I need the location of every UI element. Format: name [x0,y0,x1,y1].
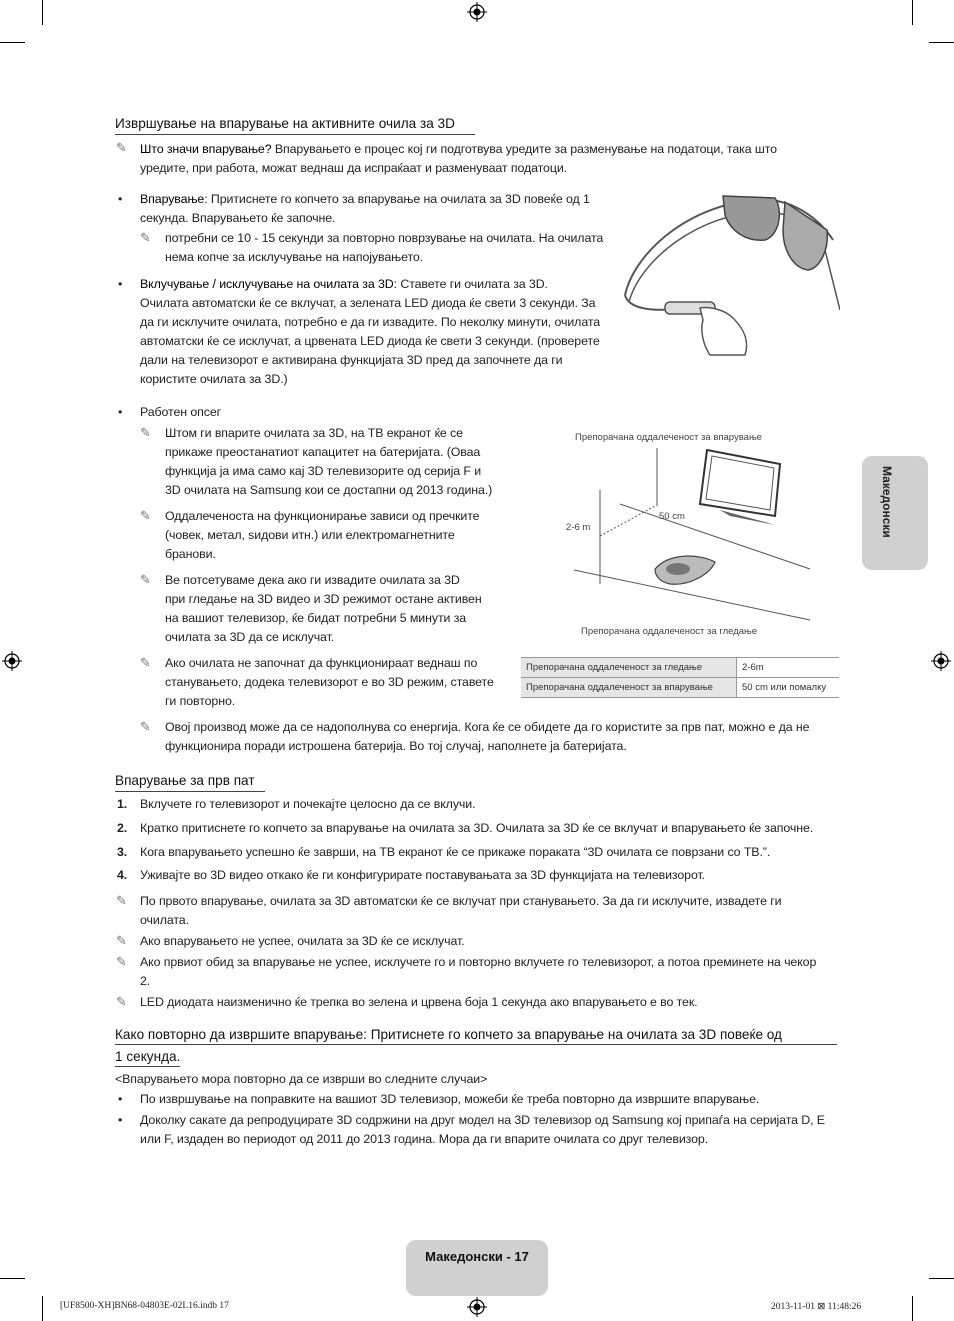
bullet-bold: Впарување [140,192,205,206]
note-text: функција ја има само кај 3D телевизорите од серија F и [165,464,482,478]
repairing-bullet: По извршување на поправките на вашиот 3D телевизор, можеби ќе треба повторно да извршите впарување. [140,1092,760,1106]
registration-mark-icon [467,2,487,22]
note-text: 2. [140,974,151,988]
crop-mark [42,0,43,25]
note-text: Ако впарувањето не успее, очилата за 3D ќе се исклучат. [140,934,465,948]
note-text: функционира поради истрошена батерија. Во тој случај, наполнете ја батеријата. [165,739,627,753]
bullet-text: : Притиснете го копчето за впарување на очилата за 3D повеќе од 1 [204,192,590,206]
section-heading-first-pairing [115,773,265,792]
note-icon: ✎ [140,426,151,441]
bullet-icon: • [118,277,123,291]
footer-file-info: [UF8500-XH]BN68-04803E-02L16.indb 17 [60,1301,229,1311]
note-text: Ако очилата не започнат да функционираат веднаш по [165,656,478,670]
registration-mark-icon [2,651,22,671]
repairing-intro: <Впарувањето мора повторно да се изврши во следните случаи> [115,1072,488,1086]
registration-mark-icon [467,1297,487,1317]
bullet-text: или F, издаден во периодот од 2011 до 2013 година. Мора да ги впарите очилата со друг телевизор. [140,1132,709,1146]
note-text: LED диодата наизменично ќе трепка во зелена и црвена боја 1 секунда ако впарувањето е во тек. [140,995,698,1009]
note-wear-again [165,654,510,711]
step-number: 3. [117,845,128,859]
step-number: 4. [117,868,128,882]
repairing-bullet [140,1111,845,1149]
note-text: станувањето, додека телевизорот е во 3D режим, ставете [165,675,494,689]
note-what-is-pairing [140,140,840,178]
table-cell-value: 50 cm или помалку [737,678,840,698]
step-text: Вклучете го телевизорот и почекајте целосно да се вклучи. [140,797,476,811]
note-led-blink [140,993,845,1012]
heading-text: Како повторно да извршите впарување: Притиснете го копчето за впарување на очилата за 3D повеќе од [115,1023,837,1045]
note-text: (човек, метал, ѕидови итн.) или електромагнетните [165,528,455,542]
step-text: Кога впарувањето успешно ќе заврши, на ТВ екранот ќе се прикаже пораката “3D очилата се поврзани со ТВ.”. [140,845,771,859]
bullet-text: секунда. Впарувањето ќе започне. [140,211,336,225]
crop-mark [912,1296,913,1321]
bullet-icon: • [118,1092,123,1106]
section-heading-pairing [115,116,475,135]
heading-text: Извршување на впарување на активните очила за 3D [115,116,455,131]
note-text: Штом ги впарите очилата за 3D, на ТВ екранот ќе се [165,426,463,440]
bullet-text: автоматски ќе се исклучат, а црвената LED диода ќе свети 3 секунди. (проверете [140,334,600,348]
crop-mark [929,1278,954,1279]
bullet-text: : Ставете ги очилата за 3D. [393,277,548,291]
step-number: 2. [117,821,128,835]
bullet-text: да ги исклучите очилата, потребно е да ги извадите. По неколку минути, очилата [140,315,601,329]
bullet-icon: • [118,192,123,206]
note-text: ги повторно. [165,694,236,708]
section-heading-repairing [115,1023,837,1068]
note-obstacles [165,507,510,564]
bullet-bold: Вклучување / исклучување на очилата за 3D [140,277,394,291]
table-cell-value: 2-6m [737,658,840,678]
step-number: 1. [117,797,128,811]
note-auto-on [140,892,845,930]
table-row [521,658,839,678]
note-text: Впарувањето е процес кој ги подготвува уредите за разменување на податоци, така што [271,142,777,156]
note-text: бранови. [165,547,216,561]
note-text: при гледање на 3D видео и 3D режимот остане активен [165,592,482,606]
bullet-icon: • [118,1113,123,1127]
heading-text: Впарување за прв пат [115,773,255,788]
diagram-label-pairing-distance: Препорачана оддалеченост за впарување [575,432,762,443]
bullet-text: користите очилата за 3D.) [140,372,288,386]
side-tab-label: Македонски [880,466,894,538]
bullet-on-off [140,275,620,389]
page-number-label: Македонски - 17 [425,1249,529,1264]
language-side-tab [862,456,928,570]
note-icon: ✎ [116,141,127,156]
note-icon: ✎ [140,656,151,671]
note-icon: ✎ [116,934,127,949]
bullet-range-label: Работен опсег [140,405,222,419]
note-icon: ✎ [116,955,127,970]
note-bold: Што значи впарување? [140,142,272,156]
crop-mark [0,42,25,43]
footer-timestamp: 2013-11-01 ⊠ 11:48:26 [771,1302,862,1312]
bullet-icon: • [118,405,123,419]
note-text: уредите, при работа, можат веднаш да испраќаат и разменуваат податоци. [140,161,567,175]
step-text: Уживајте во 3D видео откако ќе ги конфигурирате поставувањата за 3D функцијата на телевизорот. [140,868,706,882]
note-icon: ✎ [116,995,127,1010]
diagram-label-cm: 50 cm [659,511,685,522]
table-row [521,678,839,698]
note-icon: ✎ [140,720,151,735]
distance-table [521,657,839,698]
note-text: 3D очилата на Samsung кои се достапни од 2013 година.) [165,483,493,497]
note-pairing-fail [140,932,845,951]
note-text: Ве потсетуваме дека ако ги извадите очилата за 3D [165,573,460,587]
note-retry [140,953,845,991]
heading-text: 1 секунда. [115,1045,180,1067]
bullet-pairing [140,190,620,228]
note-text: Ако првиот обид за впарување не успее, исклучете го и повторно вклучете го телевизорот, а потоа преминете на чекор [140,955,817,969]
diagram-label-range: 2-6 m [566,522,591,533]
bullet-text: Доколку сакате да репродуцирате 3D содржини на друг модел на 3D телевизор од Samsung кој припаѓа на серијата D, E [140,1113,825,1127]
note-battery-display [165,424,510,500]
table-cell-label: Препорачана оддалеченост за гледање [521,658,737,678]
crop-mark [0,1278,25,1279]
note-text: нема копче за исклучување на напојувањето. [165,250,424,264]
glasses-illustration [615,190,840,365]
step-text: Кратко притиснете го копчето за впарување на очилата за 3D. Очилата за 3D ќе се вклучат и впарувањето ќе започне. [140,821,814,835]
table-cell-label: Препорачана оддалеченост за впарување [521,678,737,698]
note-text: очилата. [140,913,189,927]
note-icon: ✎ [140,231,151,246]
crop-mark [912,0,913,25]
crop-mark [42,1296,43,1321]
page-number-tab [406,1240,548,1296]
note-icon: ✎ [116,894,127,909]
bullet-text: Очилата автоматски ќе се вклучат, а зелената LED диода ќе свети 3 секунди. За [140,296,596,310]
bullet-text: дали на телевизорот е активирана функцијата 3D пред да започнете да ги [140,353,563,367]
distance-diagram [560,444,840,624]
note-icon: ✎ [140,509,151,524]
note-remove-glasses [165,571,510,647]
note-reconnect [165,229,625,267]
note-text: потребни се 10 - 15 секунди за повторно поврзување на очилата. На очилата [165,231,604,245]
crop-mark [929,42,954,43]
note-text: Овој производ може да се надополнува со енергија. Кога ќе се обидете да го користите за прв пат, можно е да не [165,720,810,734]
diagram-label-viewing-distance: Препорачана оддалеченост за гледање [581,626,758,637]
note-text: очилата за 3D да се исклучат. [165,630,335,644]
note-text: Оддалеченоста на функционирање зависи од пречките [165,509,480,523]
note-text: По првото впарување, очилата за 3D автоматски ќе се вклучат при станувањето. За да ги исклучите, извадете ги [140,894,782,908]
note-text: на вашиот телевизор, ќе бидат потребни 5 минути за [165,611,467,625]
note-icon: ✎ [140,573,151,588]
registration-mark-icon [931,651,951,671]
note-text: прикаже преостанатиот капацитет на батеријата. (Оваа [165,445,481,459]
note-rechargeable [165,718,845,756]
